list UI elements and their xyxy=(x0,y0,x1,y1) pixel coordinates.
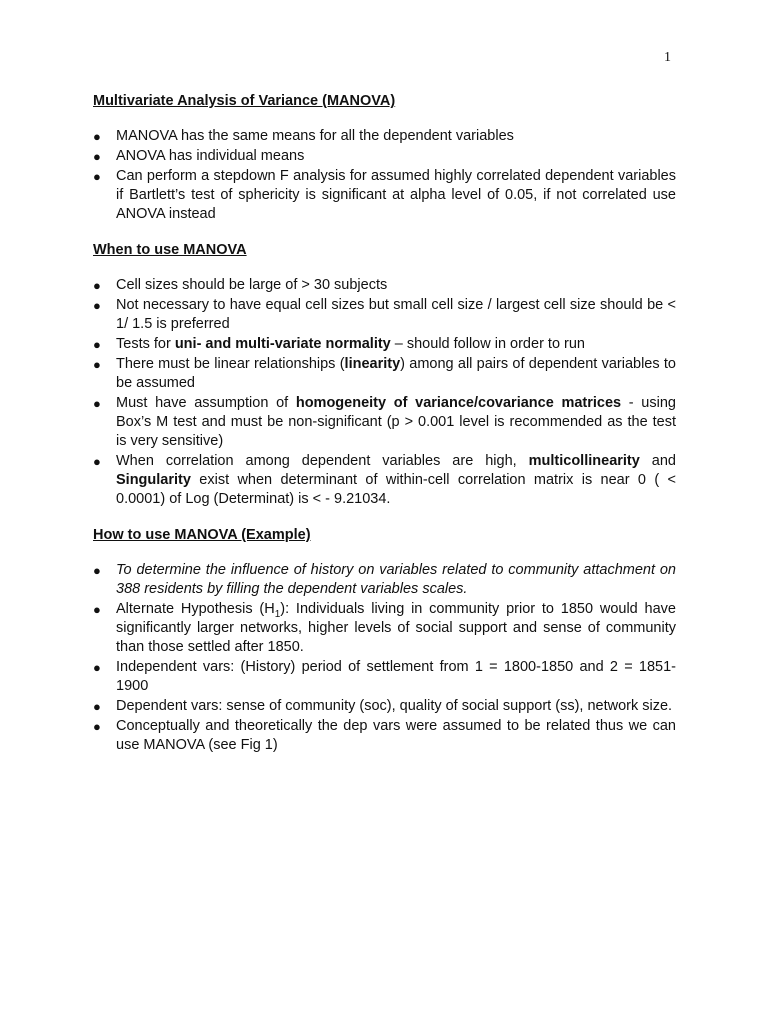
bullet-icon: ● xyxy=(93,357,101,372)
bullet-icon: ● xyxy=(93,129,101,144)
list-item: ● Can perform a stepdown F analysis for assumed highly correlated dependent variables if Bartlett’s test of sphericity is significant at alpha level of 0.05, if not correlated use ANOVA instead xyxy=(93,168,676,222)
list-item: ● Alternate Hypothesis $(H_1)$: Individuals living in community prior to 1850 would have significantly larger networks, higher levels of social support and sense of community than those settled after 1850. xyxy=(93,601,676,655)
bullet-icon: ● xyxy=(93,660,101,675)
section-heading-manova: Multivariate Analysis of Variance (MANOVA) xyxy=(93,93,396,109)
bullet-list-how-to-use xyxy=(93,561,676,755)
bullet-list-when-to-use xyxy=(93,276,676,509)
list-item: ● Tests for uni- and multi-variate normality – should follow in order to run xyxy=(93,336,585,352)
section-heading-when-to-use: When to use MANOVA xyxy=(93,242,247,258)
bullet-icon: ● xyxy=(93,602,101,617)
bullet-icon: ● xyxy=(93,699,101,714)
list-item: ● MANOVA has the same means for all the dependent variables xyxy=(93,128,514,144)
bullet-icon: ● xyxy=(93,149,101,164)
list-item: ● ANOVA has individual means xyxy=(93,148,305,164)
bullet-icon: ● xyxy=(93,396,101,411)
bullet-list-manova xyxy=(93,127,676,224)
section-heading-how-to-use: How to use MANOVA (Example) xyxy=(93,527,311,543)
bullet-icon: ● xyxy=(93,278,101,293)
list-item: ● Cell sizes should be large of > 30 subjects xyxy=(93,277,388,293)
page-number: 1 xyxy=(664,50,671,65)
bullet-icon: ● xyxy=(93,563,101,578)
list-item: ● There must be linear relationships (linearity) among all pairs of dependent variables to be assumed xyxy=(93,356,676,391)
bullet-icon: ● xyxy=(93,719,101,734)
document-body xyxy=(93,92,676,755)
list-item: ● When correlation among dependent variables are high, multicollinearity and Singularity exist when determinant of within-cell correlation matrix is near 0 ( < 0.0001) of Log (Determinat) is < - 9.21034. xyxy=(93,453,676,507)
list-item: ● Must have assumption of homogeneity of variance/covariance matrices - using Box’s M test and must be non-significant (p > 0.001 level is recommended as the test is very sensitive) xyxy=(93,395,676,449)
list-item: ● Not necessary to have equal cell sizes but small cell size / largest cell size should be < 1/ 1.5 is preferred xyxy=(93,297,676,332)
list-item: ● Independent vars: (History) period of settlement from 1 = 1800-1850 and 2 = 1851-1900 xyxy=(93,659,676,694)
bullet-icon: ● xyxy=(93,169,101,184)
bullet-icon: ● xyxy=(93,298,101,313)
list-item: ● Dependent vars: sense of community (soc), quality of social support (ss), network size. xyxy=(93,698,673,714)
list-item: ● To determine the influence of history on variables related to community attachment on 388 residents by filling the dependent variables scales. xyxy=(93,562,676,597)
list-item: ● Conceptually and theoretically the dep vars were assumed to be related thus we can use MANOVA (see Fig 1) xyxy=(93,718,676,753)
bullet-icon: ● xyxy=(93,454,101,469)
bullet-icon: ● xyxy=(93,337,101,352)
